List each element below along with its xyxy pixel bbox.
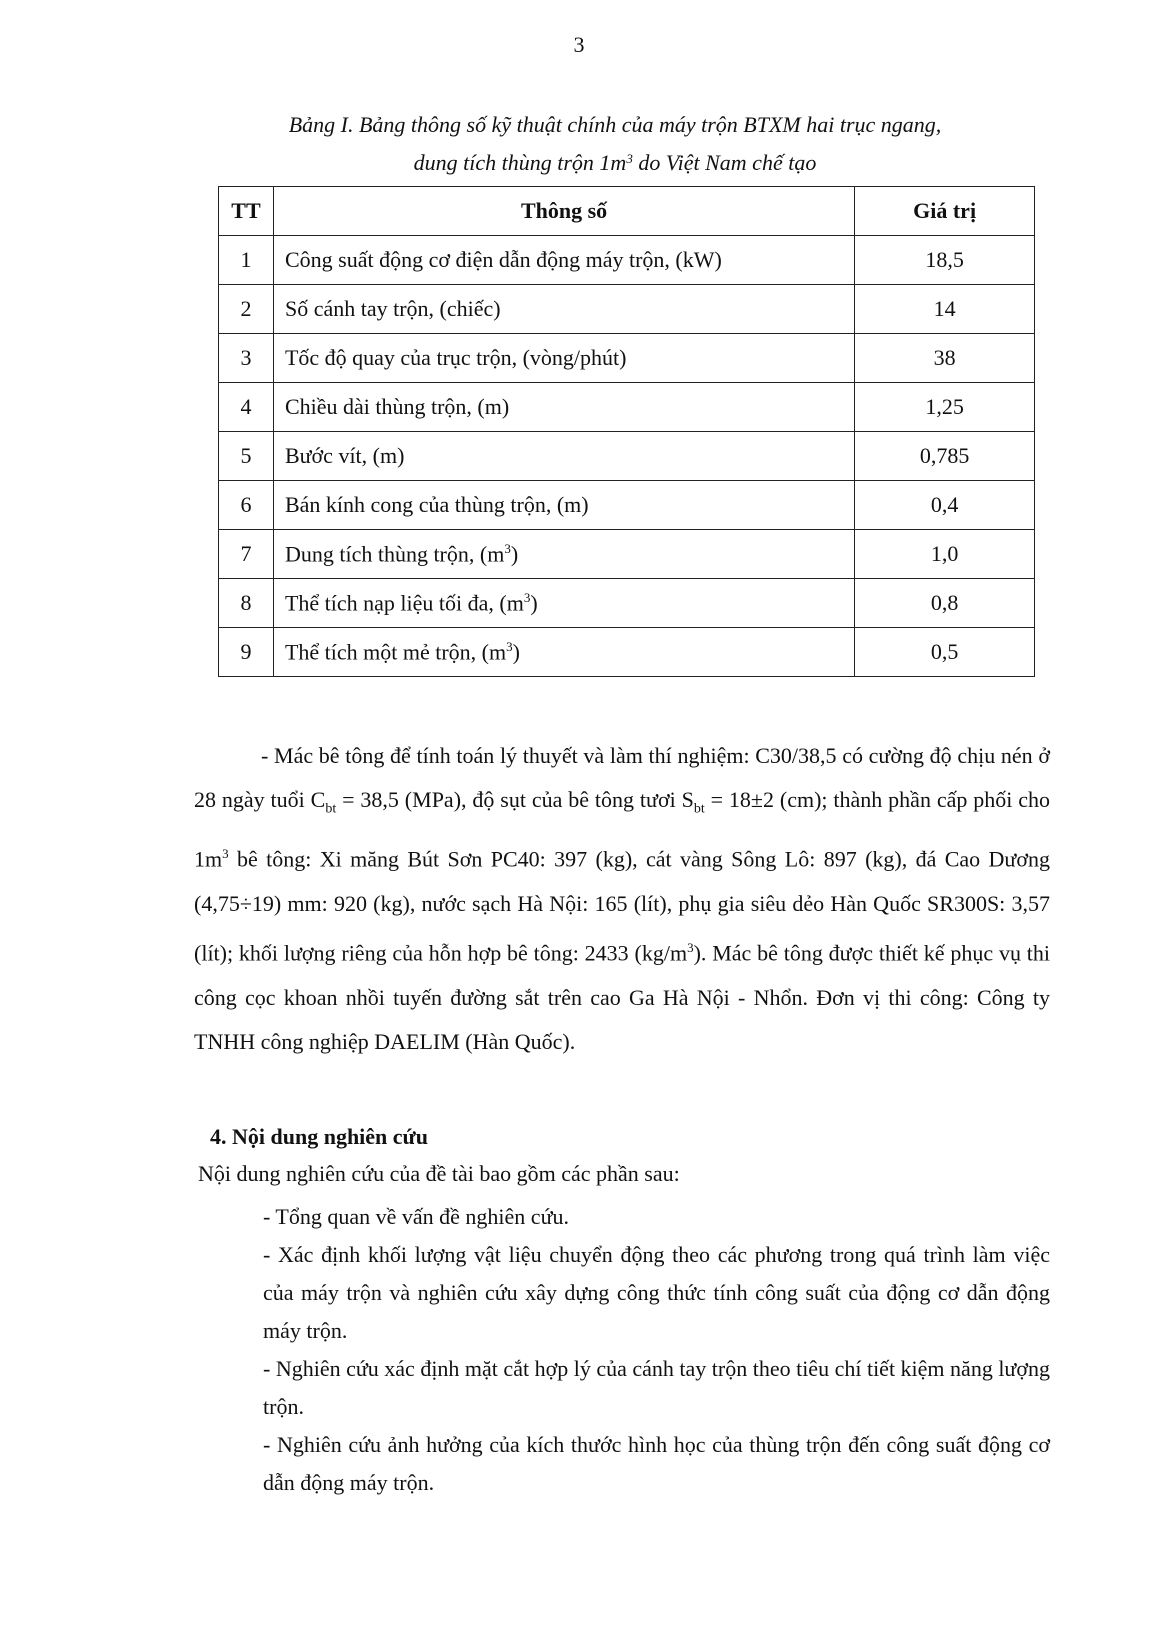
header-value: Giá trị <box>855 187 1035 236</box>
cell-param-superscript: 3 <box>506 638 513 654</box>
cell-param <box>273 334 854 383</box>
cell-tt: 7 <box>219 530 274 579</box>
cell-param <box>273 383 854 432</box>
cell-param-text: Dung tích thùng trộn, (m <box>284 541 505 567</box>
cell-param-superscript: 3 <box>504 540 511 556</box>
table-row <box>219 481 1035 530</box>
table-caption <box>210 106 1020 182</box>
list-item: - Nghiên cứu ảnh hưởng của kích thước hình học của thùng trộn đến công suất động cơ dẫn động máy trộn. <box>263 1432 1050 1495</box>
cell-tt: 3 <box>219 334 274 383</box>
cell-value: 1,0 <box>855 530 1035 579</box>
caption-line-2-suffix: do Việt Nam chế tạo <box>632 150 817 175</box>
cell-tt: 8 <box>219 579 274 628</box>
table-row <box>219 628 1035 677</box>
cell-tt: 9 <box>219 628 274 677</box>
table-row <box>219 285 1035 334</box>
header-tt: TT <box>219 187 274 236</box>
cell-param <box>273 530 854 579</box>
para-sub-1: bt <box>325 801 337 817</box>
spec-table <box>218 186 1035 677</box>
cell-param-suffix: ) <box>530 590 538 616</box>
table-body <box>219 236 1035 677</box>
para-seg-1: - Mác bê tông để tính toán lý thuyết và làm thí nghiệm: C30/38,5 có cường độ chịu nén ở 28 ngày tuổi C <box>194 743 1050 813</box>
para-sub-2: bt <box>693 801 705 817</box>
header-param: Thông số <box>273 187 854 236</box>
table-row <box>219 334 1035 383</box>
research-list <box>263 1198 1050 1502</box>
caption-line-2 <box>210 144 1020 182</box>
section-intro: Nội dung nghiên cứu của đề tài bao gồm các phần sau: <box>198 1161 680 1186</box>
concrete-paragraph <box>194 734 1050 1064</box>
cell-tt: 5 <box>219 432 274 481</box>
cell-param <box>273 236 854 285</box>
cell-value: 0,785 <box>855 432 1035 481</box>
cell-param-text: Số cánh tay trộn, (chiếc) <box>284 296 501 321</box>
section-heading: 4. Nội dung nghiên cứu <box>210 1124 428 1149</box>
table-row <box>219 383 1035 432</box>
cell-param-text: Thể tích nạp liệu tối đa, (m <box>284 590 524 616</box>
cell-tt: 1 <box>219 236 274 285</box>
cell-tt: 6 <box>219 481 274 530</box>
page-number: 3 <box>573 32 585 57</box>
cell-param-text: Công suất động cơ điện dẫn động máy trộn, (kW) <box>284 247 722 272</box>
cell-param <box>273 481 854 530</box>
table-row <box>219 236 1035 285</box>
cell-value: 38 <box>855 334 1035 383</box>
cell-tt: 2 <box>219 285 274 334</box>
cell-param-text: Chiều dài thùng trộn, (m) <box>284 394 510 419</box>
para-seg-4: bê tông: Xi măng Bút Sơn PC40: 397 (kg), cát vàng Sông Lô: 897 (kg), đá Cao Dương (4,75÷19) mm: 920 (kg), nước sạch Hà Nội: 165 (lít), phụ gia siêu dẻo Hàn Quốc SR300S: 3,57 (lít); khối lượng riêng của hỗn hợp bê tông: 2433 (kg/m <box>194 846 1050 966</box>
cell-value: 0,8 <box>855 579 1035 628</box>
list-item: - Tổng quan về vấn đề nghiên cứu. <box>263 1204 569 1229</box>
cell-param-superscript: 3 <box>523 589 531 605</box>
table-row <box>219 432 1035 481</box>
caption-superscript: 3 <box>626 151 633 166</box>
cell-param-text: Tốc độ quay của trục trộn, (vòng/phút) <box>284 345 627 370</box>
cell-value: 1,25 <box>855 383 1035 432</box>
cell-tt: 4 <box>219 383 274 432</box>
table-row <box>219 530 1035 579</box>
para-seg-2: = 38,5 (MPa), độ sụt của bê tông tươi S <box>336 787 694 813</box>
cell-param <box>273 579 854 628</box>
table-row <box>219 579 1035 628</box>
para-sup-2: 3 <box>687 939 694 955</box>
cell-value: 0,5 <box>855 628 1035 677</box>
cell-value: 0,4 <box>855 481 1035 530</box>
cell-param <box>273 432 854 481</box>
cell-value: 18,5 <box>855 236 1035 285</box>
cell-param <box>273 628 854 677</box>
cell-value: 14 <box>855 285 1035 334</box>
cell-param-text: Thể tích một mẻ trộn, (m <box>284 639 507 665</box>
cell-param-suffix: ) <box>510 541 519 567</box>
caption-line-2-text: dung tích thùng trộn 1m <box>413 150 627 175</box>
table-header-row <box>219 187 1035 236</box>
list-item: - Nghiên cứu xác định mặt cắt hợp lý của cánh tay trộn theo tiêu chí tiết kiệm năng lượng trộn. <box>263 1356 1050 1419</box>
cell-param-text: Bước vít, (m) <box>284 443 405 468</box>
cell-param-suffix: ) <box>512 639 520 665</box>
para-sup-1: 3 <box>222 845 229 861</box>
para-seg-5: ). Mác bê tông được thiết kế phục vụ thi công cọc khoan nhồi tuyến đường sắt trên cao Ga Hà Nội - Nhổn. Đơn vị thi công: Công ty TNHH công nghiệp DAELIM (Hàn Quốc). <box>194 940 1050 1054</box>
cell-param-text: Bán kính cong của thùng trộn, (m) <box>284 492 589 517</box>
list-item: - Xác định khối lượng vật liệu chuyển động theo các phương trong quá trình làm việc của máy trộn và nghiên cứu xây dựng công thức tính công suất của động cơ dẫn động máy trộn. <box>263 1242 1050 1343</box>
caption-line-1: Bảng I. Bảng thông số kỹ thuật chính của máy trộn BTXM hai trục ngang, <box>288 112 942 137</box>
cell-param <box>273 285 854 334</box>
para-seg-3: = 18±2 (cm); thành phần cấp phối cho 1m <box>194 787 1051 872</box>
